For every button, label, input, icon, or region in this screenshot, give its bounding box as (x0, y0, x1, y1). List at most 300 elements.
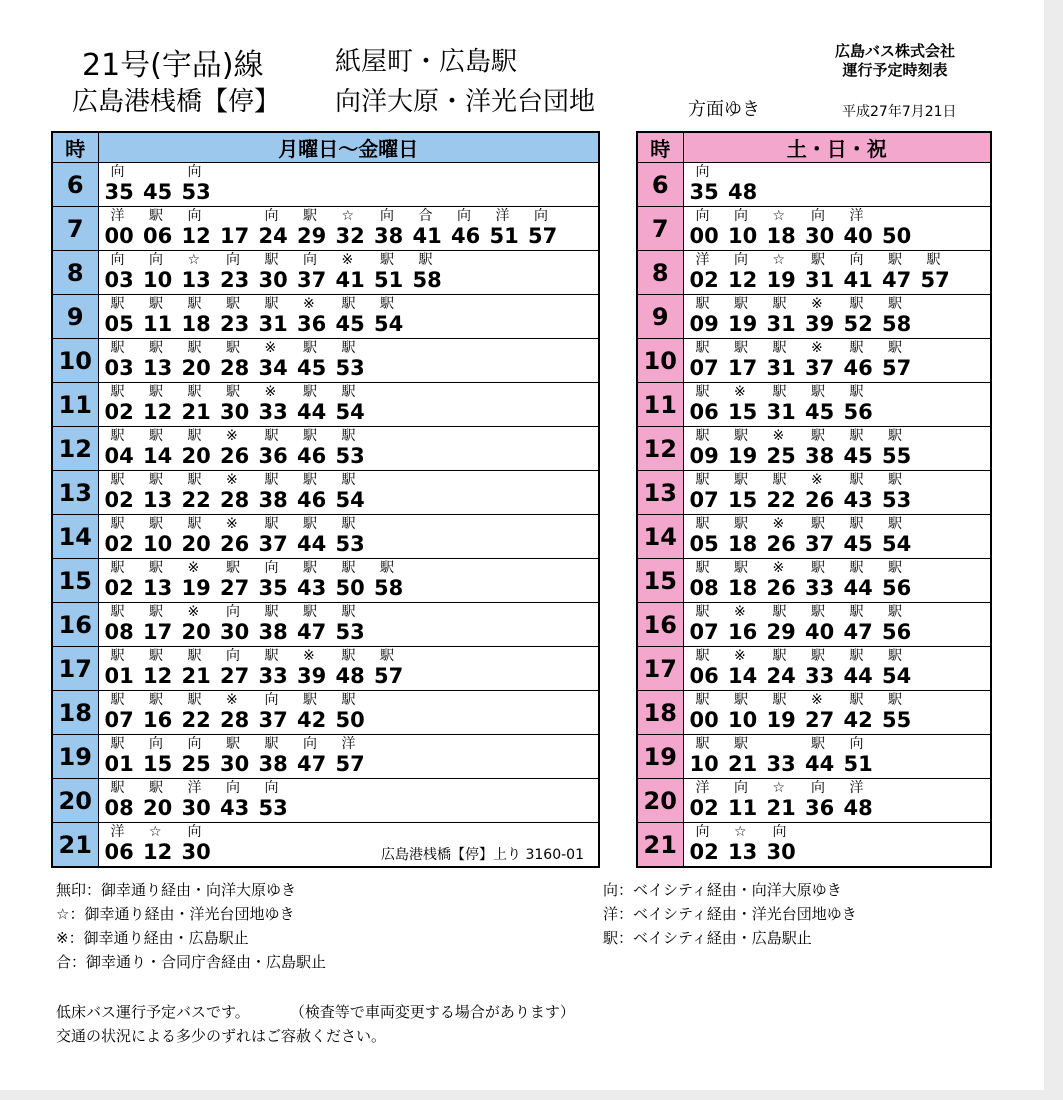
hour-cell: 19 (52, 735, 98, 779)
departures-cell (98, 515, 599, 559)
hour-row (52, 295, 599, 339)
departure (259, 516, 298, 556)
departure-minute: 18 (181, 312, 211, 336)
route-mark: 駅 (380, 560, 394, 576)
departure (220, 560, 259, 600)
route-mark: 駅 (149, 780, 163, 796)
departure (805, 296, 844, 336)
route-mark: 向 (187, 824, 202, 840)
departure-minute: 47 (297, 752, 327, 776)
route-mark: 駅 (187, 384, 202, 400)
departure-minute: 50 (882, 224, 912, 248)
route-mark: 駅 (849, 648, 864, 664)
route-mark: 向 (110, 252, 125, 268)
route-mark: ※ (226, 472, 238, 488)
departures-cell (98, 339, 599, 383)
route-mark: 駅 (849, 340, 864, 356)
route-mark: 駅 (110, 648, 125, 664)
departure (297, 428, 336, 468)
departures-cell (98, 603, 599, 647)
departure (844, 296, 883, 336)
departures-cell (683, 207, 991, 251)
departure (882, 648, 921, 688)
route-mark: 駅 (110, 428, 125, 444)
departure-minute: 30 (805, 224, 835, 248)
departures-cell (98, 779, 599, 823)
departures-cell (683, 383, 991, 427)
route-mark: 駅 (695, 296, 710, 312)
departure-minute: 57 (528, 224, 558, 248)
hour-cell: 9 (637, 295, 683, 339)
departure-minute: 54 (335, 400, 365, 424)
departure-minute: 06 (143, 224, 173, 248)
departure (143, 648, 182, 688)
departures-cell (683, 471, 991, 515)
route-mark: 駅 (226, 384, 240, 400)
departure-minute: 22 (181, 488, 211, 512)
departure-minute: 17 (220, 224, 250, 248)
departure (259, 736, 298, 776)
route-mark: 駅 (341, 384, 356, 400)
hour-row (52, 427, 599, 471)
route-mark: ※ (303, 296, 315, 312)
departure-minute: 57 (374, 664, 404, 688)
departure (728, 780, 767, 820)
route-mark: ☆ (772, 252, 786, 268)
departure (297, 472, 336, 512)
route-mark: 洋 (849, 208, 864, 224)
hour-cell: 13 (637, 471, 683, 515)
departure-minute: 54 (882, 664, 912, 688)
date-label: 平成27年7月21日 (842, 104, 957, 120)
route-mark (767, 736, 806, 752)
route-mark: 向 (849, 252, 864, 268)
route-mark: 駅 (849, 472, 864, 488)
departure (844, 252, 883, 292)
departure-minute: 15 (728, 400, 758, 424)
departure (105, 296, 144, 336)
route-mark: 向 (695, 824, 710, 840)
departure (105, 472, 144, 512)
departures-cell (683, 251, 991, 295)
departure (805, 604, 844, 644)
route-mark: 駅 (341, 428, 356, 444)
departure (182, 648, 221, 688)
hour-row (637, 647, 991, 691)
departure-minute: 41 (843, 268, 873, 292)
departure-minute: 19 (766, 268, 796, 292)
departure-minute: 32 (335, 224, 365, 248)
departure (182, 252, 221, 292)
departure-minute: 23 (220, 268, 250, 292)
departure (336, 296, 375, 336)
departure-minute: 13 (181, 268, 211, 292)
route-mark: 駅 (264, 736, 279, 752)
departure-minute: 10 (728, 224, 758, 248)
route-mark: 駅 (226, 736, 240, 752)
departure (220, 296, 259, 336)
departure (882, 340, 921, 380)
departure-minute: 08 (104, 620, 134, 644)
route-mark: 駅 (303, 340, 317, 356)
departure-minute: 30 (220, 400, 250, 424)
route-mark: 駅 (772, 340, 787, 356)
route-mark: ※ (303, 648, 315, 664)
departure-minute: 38 (258, 620, 288, 644)
departure-minute: 19 (728, 312, 758, 336)
hour-cell: 9 (52, 295, 98, 339)
departure-minute: 07 (104, 708, 134, 732)
route-mark: 駅 (888, 604, 902, 620)
route-mark: 駅 (341, 516, 356, 532)
departure (728, 692, 767, 732)
departure-minute: 21 (728, 752, 758, 776)
hour-row (637, 383, 991, 427)
departures-cell (98, 559, 599, 603)
departure (728, 560, 767, 600)
route-mark: 向 (380, 208, 394, 224)
route-mark: 駅 (110, 780, 125, 796)
route-mark: 駅 (149, 604, 163, 620)
departure-minute: 45 (843, 532, 873, 556)
departure-minute: 12 (143, 840, 173, 864)
departure (805, 428, 844, 468)
departure-minute: 27 (220, 664, 250, 688)
departure-minute: 01 (104, 664, 134, 688)
footer-line: 交通の状況による多少のずれはご容赦ください。 (56, 1027, 387, 1045)
departure-minute: 30 (258, 268, 288, 292)
departure-minute: 04 (104, 444, 134, 468)
route-mark: 駅 (695, 736, 710, 752)
departure (220, 736, 259, 776)
route-mark: 駅 (888, 472, 902, 488)
hour-row (52, 823, 599, 868)
departure-minute: 12 (181, 224, 211, 248)
route-mark: 駅 (695, 604, 710, 620)
departure-minute: 57 (335, 752, 365, 776)
route-mark: 駅 (926, 252, 941, 268)
departure-minute: 06 (689, 400, 719, 424)
route-mark: 駅 (149, 692, 163, 708)
departure (882, 692, 921, 732)
departure-minute: 16 (728, 620, 758, 644)
route-mark: 駅 (849, 516, 864, 532)
hour-row (637, 471, 991, 515)
departure-minute: 21 (181, 400, 211, 424)
route-mark: 駅 (695, 560, 710, 576)
departures-cell (98, 163, 599, 207)
route-mark: 駅 (734, 296, 748, 312)
departure (728, 516, 767, 556)
route-mark: ※ (811, 692, 823, 708)
route-mark (728, 164, 767, 180)
departure-minute: 10 (143, 268, 173, 292)
route-mark: 合 (418, 208, 433, 224)
departure (105, 516, 144, 556)
route-mark: 駅 (149, 560, 163, 576)
departure (728, 384, 767, 424)
departure-minute: 42 (843, 708, 873, 732)
departure-minute: 36 (297, 312, 327, 336)
departure-minute: 44 (843, 576, 873, 600)
departure (728, 472, 767, 512)
departure (105, 428, 144, 468)
departure (882, 296, 921, 336)
departure-minute: 07 (689, 356, 719, 380)
departure (297, 516, 336, 556)
route-mark: 洋 (695, 252, 710, 268)
route-mark: 駅 (341, 648, 356, 664)
departure (143, 428, 182, 468)
departure-minute: 25 (766, 444, 796, 468)
departure-minute: 28 (220, 488, 250, 512)
route-mark: 駅 (695, 692, 710, 708)
departure (105, 208, 144, 248)
route-mark: 向 (110, 164, 125, 180)
departure-minute: 53 (258, 796, 288, 820)
departure (259, 692, 298, 732)
departure (105, 340, 144, 380)
departure (844, 604, 883, 644)
departure-minute: 24 (766, 664, 796, 688)
hour-cell: 17 (52, 647, 98, 691)
legend-item: 向：ベイシティ経由・向洋大原ゆき (603, 881, 842, 899)
low-floor-note: 低床バス運行予定バスです。 (56, 1003, 250, 1021)
route-mark: 向 (734, 252, 748, 268)
departures-cell (98, 471, 599, 515)
route-mark: 駅 (187, 516, 202, 532)
company-block (810, 42, 980, 80)
route-mark: 洋 (187, 780, 202, 796)
departure-minute: 02 (689, 840, 719, 864)
departure (690, 340, 729, 380)
departure (767, 208, 806, 248)
route-mark: ※ (772, 428, 785, 444)
departure (220, 648, 259, 688)
hour-cell: 11 (52, 383, 98, 427)
departure-minute: 17 (728, 356, 758, 380)
departure-minute: 23 (220, 312, 250, 336)
route-mark: 駅 (695, 384, 710, 400)
departures-cell (683, 603, 991, 647)
departure (767, 252, 806, 292)
departure-minute: 38 (258, 488, 288, 512)
departure (844, 208, 883, 248)
departures-cell (683, 779, 991, 823)
departure-minute: 44 (297, 532, 327, 556)
route-mark: 駅 (695, 648, 710, 664)
route-mark: 向 (811, 780, 825, 796)
departure-minute: 30 (181, 796, 211, 820)
hour-row (52, 647, 599, 691)
route-mark: 向 (149, 252, 163, 268)
departure (882, 208, 921, 248)
departure-minute: 09 (689, 312, 719, 336)
route-mark: ※ (772, 560, 785, 576)
departure (182, 604, 221, 644)
route-mark: ※ (187, 560, 200, 576)
departure-minute: 57 (920, 268, 950, 292)
hour-header: 時 (52, 132, 98, 163)
departures-cell (98, 823, 599, 868)
route-mark: 駅 (734, 516, 748, 532)
hour-row (52, 603, 599, 647)
route-mark: 駅 (187, 296, 202, 312)
departure (728, 648, 767, 688)
departures-cell (683, 559, 991, 603)
departure-minute: 51 (843, 752, 873, 776)
departure-minute: 35 (689, 180, 719, 204)
departure (690, 164, 729, 204)
route-mark: 向 (264, 208, 279, 224)
departure-minute: 07 (689, 620, 719, 644)
route-mark: 駅 (849, 692, 864, 708)
route-mark: 駅 (695, 340, 710, 356)
departure (844, 340, 883, 380)
departure-minute: 50 (335, 576, 365, 600)
departure (767, 428, 806, 468)
route-mark: ※ (734, 648, 746, 664)
route-mark: 洋 (110, 824, 125, 840)
departure (259, 340, 298, 380)
departure-minute: 35 (258, 576, 288, 600)
departure-minute: 21 (181, 664, 211, 688)
departure (182, 780, 221, 820)
departure (528, 208, 567, 248)
departure-minute: 20 (181, 620, 211, 644)
departure-minute: 02 (689, 268, 719, 292)
stop-code-note: 広島港桟橋【停】上り 3160-01 (381, 847, 584, 863)
departure (374, 648, 413, 688)
departures-cell (98, 207, 599, 251)
departure (767, 384, 806, 424)
route-mark: 向 (264, 692, 279, 708)
departure (767, 604, 806, 644)
holiday-timetable (636, 131, 992, 868)
route-mark: 駅 (341, 296, 356, 312)
route-mark: ☆ (341, 208, 355, 224)
route-mark: 駅 (187, 340, 202, 356)
departure (728, 252, 767, 292)
hour-row (52, 339, 599, 383)
route-mark (882, 208, 921, 224)
departure (220, 208, 259, 248)
departure-minute: 45 (143, 180, 173, 204)
departure (143, 780, 182, 820)
departure (143, 560, 182, 600)
route-mark: 洋 (341, 736, 356, 752)
route-mark: 駅 (110, 692, 125, 708)
direction-label: 方面ゆき (688, 99, 760, 120)
hour-row (52, 163, 599, 207)
hour-cell: 15 (52, 559, 98, 603)
departure (220, 472, 259, 512)
route-mark: 駅 (303, 692, 317, 708)
route-mark: 駅 (418, 252, 433, 268)
departure (143, 252, 182, 292)
departure (143, 692, 182, 732)
route-mark: 駅 (187, 692, 202, 708)
departure (882, 428, 921, 468)
hour-row (52, 471, 599, 515)
departure (143, 824, 182, 864)
departure-minute: 42 (297, 708, 327, 732)
departure (105, 604, 144, 644)
departure (844, 472, 883, 512)
route-mark: 駅 (734, 692, 748, 708)
departure (182, 340, 221, 380)
route-mark: ☆ (772, 780, 786, 796)
departure (220, 692, 259, 732)
departure-minute: 19 (728, 444, 758, 468)
departure-minute: 12 (143, 400, 173, 424)
departure (105, 384, 144, 424)
route-mark: 駅 (110, 516, 125, 532)
departure-minute: 41 (412, 224, 442, 248)
route-mark: ※ (226, 692, 238, 708)
hour-cell: 16 (52, 603, 98, 647)
weekday-timetable (51, 131, 600, 868)
departure-minute: 19 (181, 576, 211, 600)
departure-minute: 37 (805, 532, 835, 556)
departure-minute: 39 (805, 312, 835, 336)
departure-minute: 13 (143, 356, 173, 380)
route-name: 21号(宇品)線 (82, 48, 264, 83)
legend-item: 無印：御幸通り経由・向洋大原ゆき (56, 881, 297, 899)
departure (143, 296, 182, 336)
departure (374, 296, 413, 336)
departure (220, 384, 259, 424)
departure (805, 472, 844, 512)
departure (690, 648, 729, 688)
departure-minute: 44 (805, 752, 835, 776)
departure-minute: 14 (143, 444, 173, 468)
departure (182, 384, 221, 424)
departure (182, 208, 221, 248)
hour-cell: 21 (52, 823, 98, 868)
route-mark: 向 (849, 736, 864, 752)
departure-minute: 02 (104, 488, 134, 512)
route-mark: ※ (772, 516, 785, 532)
departure (690, 384, 729, 424)
route-mark: 駅 (734, 428, 748, 444)
legend-item: 洋：ベイシティ経由・洋光台団地ゆき (603, 905, 857, 923)
departure-minute: 40 (843, 224, 873, 248)
departure-minute: 26 (220, 444, 250, 468)
departure-minute: 44 (843, 664, 873, 688)
departure (259, 780, 298, 820)
departure (413, 208, 452, 248)
route-mark: 向 (187, 164, 202, 180)
footer-line (56, 1000, 575, 1024)
hour-row (637, 339, 991, 383)
hour-cell: 10 (52, 339, 98, 383)
departure-minute: 37 (258, 532, 288, 556)
route-mark: ※ (187, 604, 200, 620)
departure-minute: 53 (335, 444, 365, 468)
route-mark: 向 (149, 736, 163, 752)
hour-row (52, 251, 599, 295)
departure-minute: 16 (143, 708, 173, 732)
route-mark: 駅 (772, 296, 787, 312)
route-mark: 駅 (303, 472, 317, 488)
departure-minute: 03 (104, 356, 134, 380)
hour-cell: 6 (637, 163, 683, 207)
route-mark: ※ (341, 252, 354, 268)
departure-minute: 17 (143, 620, 173, 644)
departure-minute: 43 (220, 796, 250, 820)
departure-minute: 56 (882, 620, 912, 644)
